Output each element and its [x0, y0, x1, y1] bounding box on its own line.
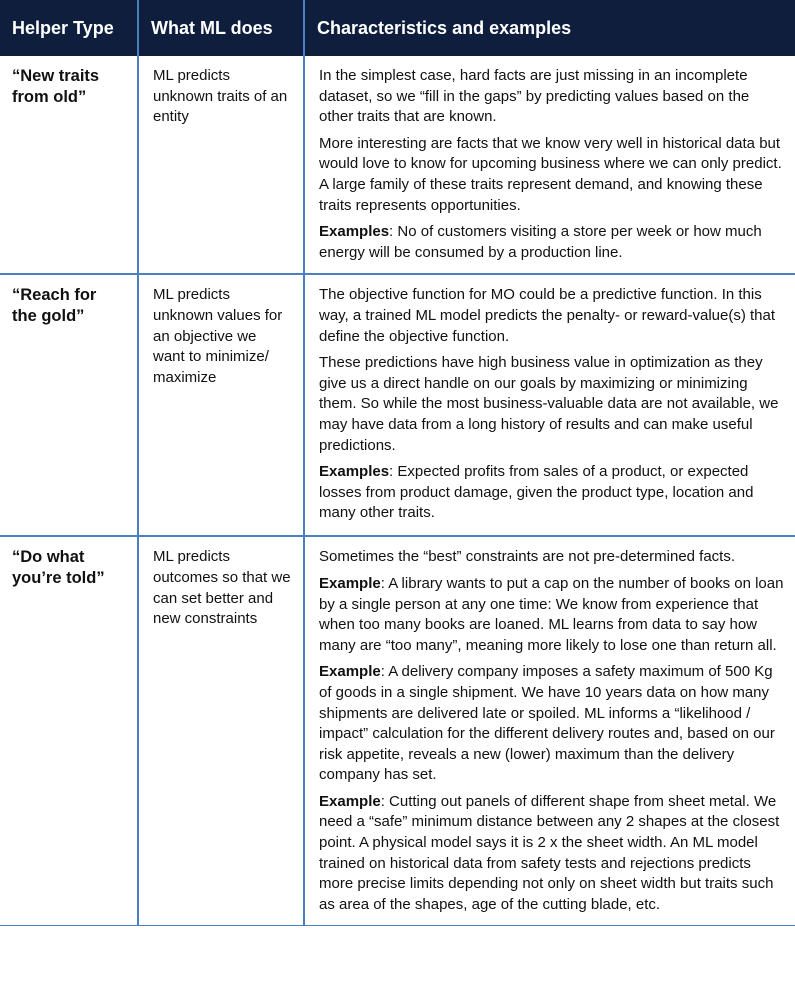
table-row — [0, 274, 795, 536]
paragraph-text: Sometimes the “best” constraints are not pre-determined facts. — [319, 548, 736, 566]
paragraph-text: In the simplest case, hard facts are just missing in an incomplete dataset, so we “fill in the gaps” by predicting values based on the other traits that are known. — [319, 67, 750, 126]
paragraph-text: : Cutting out panels of different shape from sheet metal. We need a “safe” minimum distance between any 2 shapes at the closest point. A physical model says it is 2 x the sheet width. An ML model trained on historical data from safety tests and rejections predicts more precise limits depending not only on sheet width but traits such as area of the shapes, age of the cutting blade, etc. — [319, 792, 780, 913]
paragraph — [319, 353, 785, 456]
header-row — [0, 0, 795, 56]
paragraph-text: : No of customers visiting a store per week or how much energy will be consumed by a production line. — [319, 223, 762, 261]
example-label: Example — [319, 663, 381, 681]
paragraph — [319, 574, 785, 656]
characteristics-cell — [304, 536, 795, 926]
paragraph-text: : A library wants to put a cap on the number of books on loan by a single person at any one time: We know from experience that when too many books are loaned. ML learns from data to say how many are “too many”, meaning more likely to lose one than return all. — [319, 574, 784, 654]
paragraph — [319, 285, 785, 347]
paragraph — [319, 462, 785, 524]
paragraph — [319, 134, 785, 216]
table-row — [0, 536, 795, 926]
what-ml-does-cell: ML predicts unknown traits of an entity — [138, 56, 304, 274]
header-helper-type: Helper Type — [0, 0, 138, 56]
paragraph — [319, 222, 785, 263]
paragraph-text: : Expected profits from sales of a product, or expected losses from product damage, given the product type, location and many other traits. — [319, 463, 754, 522]
paragraph — [319, 66, 785, 128]
header-what-ml-does: What ML does — [138, 0, 304, 56]
header-characteristics: Characteristics and examples — [304, 0, 795, 56]
helper-type-cell: “New traits from old” — [0, 56, 138, 274]
paragraph-text: More interesting are facts that we know very well in historical data but would love to know for upcoming business where we can only predict. A large family of these traits represent demand, and knowing these traits represents opportunities. — [319, 134, 782, 214]
example-label: Example — [319, 792, 381, 810]
paragraph-text: These predictions have high business value in optimization as they give us a direct handle on our goals by maximizing or minimizing them. So while the most business-valuable data are not available, we may have data from a long history of results and can make useful predictions. — [319, 354, 779, 454]
what-ml-does-cell: ML predicts unknown values for an objective we want to minimize/ maximize — [138, 274, 304, 536]
examples-label: Examples — [319, 463, 390, 481]
helper-type-cell: “Do what you’re told” — [0, 536, 138, 926]
paragraph-text: The objective function for MO could be a predictive function. In this way, a trained ML model predicts the penalty- or reward-value(s) that define the objective function. — [319, 286, 776, 345]
characteristics-cell — [304, 56, 795, 274]
paragraph-text: : A delivery company imposes a safety maximum of 500 Kg of goods in a single shipment. We have 10 years data on how many shipments are delivered late or spoiled. ML informs a “likelihood / impact” calculation for the different delivery routes and, based on our risk appetite, reveals a new (lower) maximum than the delivery company has set. — [319, 663, 775, 784]
example-label: Example — [319, 574, 381, 592]
table-row — [0, 56, 795, 274]
characteristics-cell — [304, 274, 795, 536]
examples-label: Examples — [319, 223, 390, 241]
paragraph — [319, 662, 785, 786]
paragraph — [319, 792, 785, 916]
paragraph — [319, 547, 785, 568]
helper-type-cell: “Reach for the gold” — [0, 274, 138, 536]
what-ml-does-cell: ML predicts outcomes so that we can set better and new constraints — [138, 536, 304, 926]
